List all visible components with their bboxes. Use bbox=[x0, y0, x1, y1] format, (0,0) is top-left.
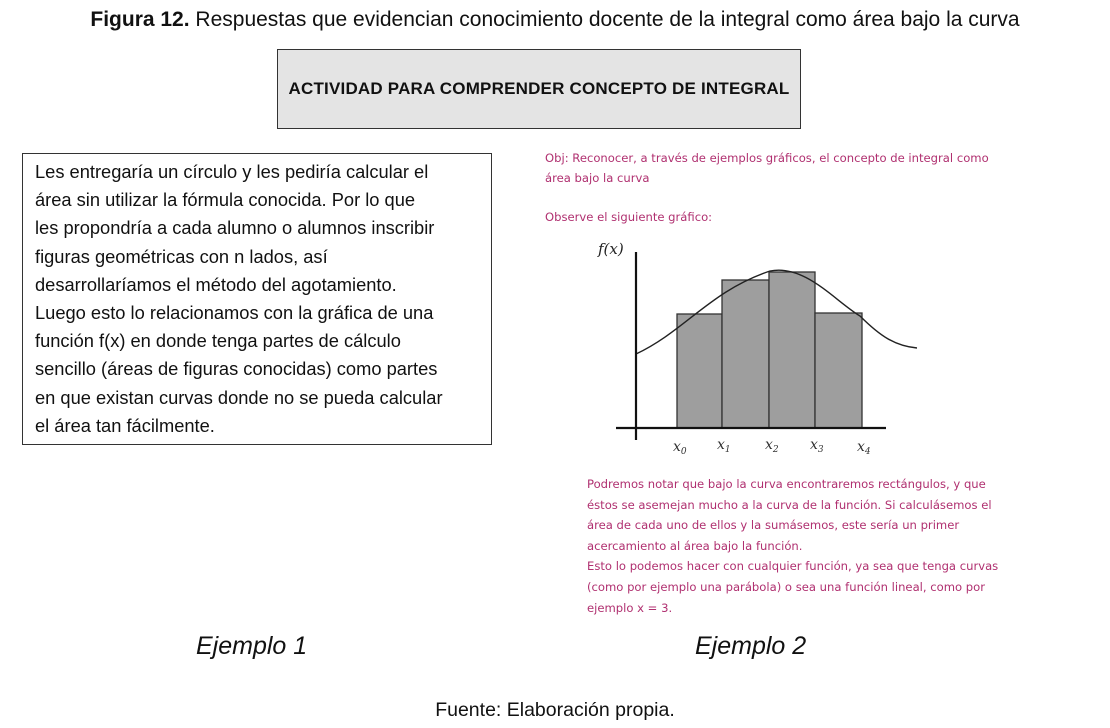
example1-line: desarrollaríamos el método del agotamiento. bbox=[35, 273, 397, 295]
example1-line: el área tan fácilmente. bbox=[35, 414, 215, 436]
riemann-bar bbox=[769, 272, 815, 428]
riemann-bar bbox=[815, 313, 862, 428]
example1-line: en que existan curvas donde no se pueda calcular bbox=[35, 386, 443, 408]
svg-text:x0: $x_0$ bbox=[673, 439, 687, 457]
example1-line: función f(x) en donde tenga partes de cálculo bbox=[35, 330, 401, 352]
riemann-bar bbox=[722, 280, 769, 428]
activity-title-box bbox=[277, 49, 801, 129]
explanation-paragraph bbox=[587, 474, 1057, 618]
y-axis-label: f(x) bbox=[598, 240, 624, 258]
riemann-bar bbox=[677, 314, 722, 428]
paragraph-line: acercamiento al área bajo la función. bbox=[587, 538, 803, 553]
paragraph-line: (como por ejemplo una parábola) o sea una función lineal, como por bbox=[587, 579, 986, 594]
svg-text:x3: $x_3$ bbox=[810, 437, 824, 455]
example1-line: Luego esto lo relacionamos con la gráfica de una bbox=[35, 302, 434, 324]
example1-line: área sin utilizar la fórmula conocida. Por lo que bbox=[35, 189, 416, 211]
example1-text-box bbox=[22, 153, 492, 445]
riemann-sum-graph bbox=[590, 236, 930, 466]
example1-line: Les entregaría un círculo y les pediría calcular el bbox=[35, 161, 429, 182]
example2-label: Ejemplo 2 bbox=[695, 632, 807, 660]
example1-line: figuras geométricas con n lados, así bbox=[35, 245, 328, 267]
paragraph-line: éstos se asemejan mucho a la curva de la función. Si calculásemos el bbox=[587, 497, 992, 512]
x-tick-label bbox=[765, 437, 779, 455]
observe-text: Observe el siguiente gráfico: bbox=[545, 210, 713, 224]
caption-text: Respuestas que evidencian conocimiento docente de la integral como área bajo la curva bbox=[195, 8, 1020, 31]
x-tick-label bbox=[673, 439, 687, 457]
objective-text bbox=[545, 148, 1080, 188]
activity-title: ACTIVIDAD PARA COMPRENDER CONCEPTO DE INTEGRAL bbox=[288, 79, 790, 98]
source-note: Fuente: Elaboración propia. bbox=[435, 699, 675, 721]
svg-text:x2: $x_2$ bbox=[765, 437, 779, 455]
caption-label: Figura 12. bbox=[90, 8, 190, 31]
example1-label: Ejemplo 1 bbox=[196, 632, 308, 660]
x-tick-label bbox=[857, 439, 871, 457]
example1-line: les propondría a cada alumno o alumnos inscribir bbox=[35, 217, 435, 239]
figure-caption bbox=[0, 8, 1110, 32]
x-tick-label bbox=[717, 437, 731, 455]
paragraph-line: Podremos notar que bajo la curva encontraremos rectángulos, y que bbox=[587, 477, 986, 491]
svg-text:x4: $x_4$ bbox=[857, 439, 871, 457]
x-tick-label bbox=[810, 437, 824, 455]
svg-text:x1: $x_1$ bbox=[717, 437, 731, 455]
paragraph-line: área de cada uno de ellos y la sumásemos, este sería un primer bbox=[587, 518, 960, 533]
paragraph-line: ejemplo x = 3. bbox=[587, 600, 673, 615]
objective-line: área bajo la curva bbox=[545, 171, 650, 185]
example1-line: sencillo (áreas de figuras conocidas) como partes bbox=[35, 358, 438, 380]
objective-line: Obj: Reconocer, a través de ejemplos gráficos, el concepto de integral como bbox=[545, 151, 989, 165]
paragraph-line: Esto lo podemos hacer con cualquier función, ya sea que tenga curvas bbox=[587, 559, 999, 574]
